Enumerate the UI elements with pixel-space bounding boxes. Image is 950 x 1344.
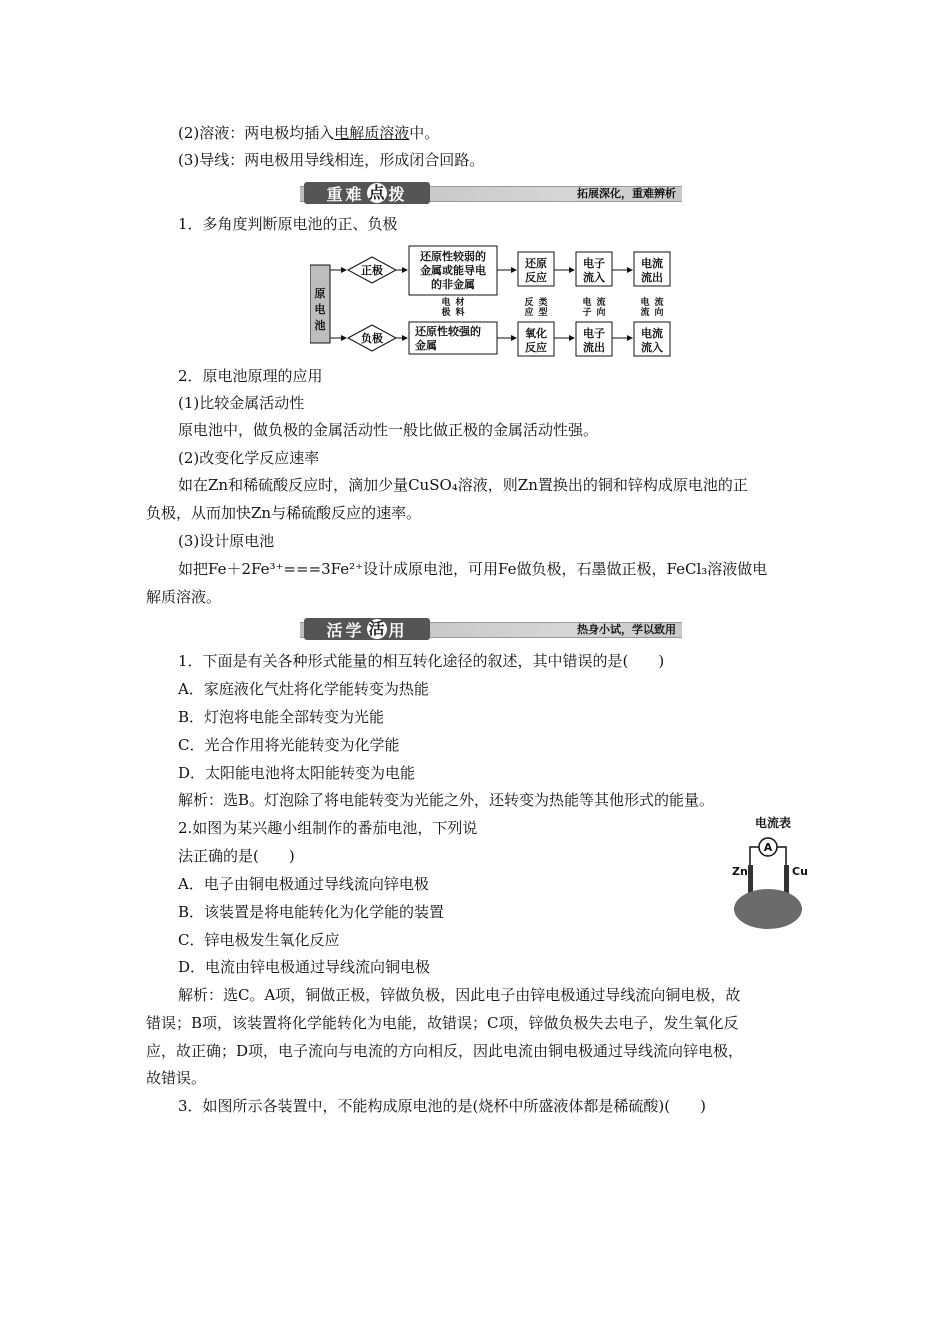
positive-electron-text: 流入 — [583, 271, 605, 284]
option-b: B．该装置是将电能转化为化学能的装置 — [178, 903, 445, 921]
category-label: 电 — [582, 298, 592, 308]
negative-current-text: 电流 — [641, 327, 663, 340]
question-stem: 2.如图为某兴趣小组制作的番茄电池，下列说 — [178, 819, 478, 837]
category-label: 流 — [654, 298, 664, 308]
positive-electron-text: 电子 — [583, 257, 605, 270]
text-line: 原电池中，做负极的金属活动性一般比做正极的金属活动性强。 — [178, 421, 599, 439]
text-line: 1．多角度判断原电池的正、负极 — [178, 215, 398, 233]
tomato-battery-figure — [728, 815, 818, 935]
text-line: (2)改变化学反应速率 — [178, 449, 320, 467]
option-d: D．太阳能电池将太阳能转变为电能 — [178, 764, 416, 782]
negative-electron-text: 流出 — [583, 341, 605, 354]
option-c: C．锌电极发生氧化反应 — [178, 931, 340, 949]
answer-explanation: 解析：选C。A项，铜做正极，锌做负极，因此电子由锌电极通过导线流向铜电极，故 — [178, 986, 741, 1004]
positive-electrode-label: 正极 — [361, 264, 383, 277]
text-line: (2)溶液：两电极均插入电解质溶液中。 — [178, 124, 440, 142]
text-line: 负极，从而加快Zn与稀硫酸反应的速率。 — [146, 504, 422, 522]
svg-text:电流表: 电流表 — [754, 816, 792, 830]
category-label: 向 — [654, 308, 664, 318]
option-a: A．电子由铜电极通过导线流向锌电极 — [178, 875, 429, 893]
text-line: 如在Zn和稀硫酸反应时，滴加少量CuSO₄溶液，则Zn置换出的铜和锌构成原电池的正 — [178, 476, 748, 494]
positive-reaction-text: 还原 — [525, 257, 547, 270]
text-line: (3)导线：两电极用导线相连，形成闭合回路。 — [178, 151, 485, 169]
category-label: 类 — [538, 298, 548, 308]
text-line: (3)设计原电池 — [178, 532, 275, 550]
svg-text:A: A — [763, 841, 773, 854]
text-line: 2．原电池原理的应用 — [178, 367, 323, 385]
category-label: 电 — [441, 298, 451, 308]
answer-explanation: 错误；B项，该装置将化学能转化为电能，故错误；C项，锌做负极失去电子，发生氧化反 — [146, 1014, 739, 1032]
svg-text:Cu: Cu — [792, 865, 808, 878]
answer-explanation: 故错误。 — [146, 1069, 207, 1087]
diagram-root-label: 电 — [314, 303, 326, 316]
question-stem: 法正确的是( ) — [178, 847, 295, 865]
negative-electron-text: 电子 — [583, 327, 605, 340]
positive-material-text: 还原性较弱的 — [420, 250, 486, 263]
negative-electrode-label: 负极 — [361, 332, 383, 345]
category-label: 极 — [441, 308, 451, 318]
option-a: A．家庭液化气灶将化学能转变为热能 — [178, 680, 429, 698]
category-label: 流 — [596, 298, 606, 308]
positive-current-text: 电流 — [641, 257, 663, 270]
diagram-root-label: 原 — [314, 287, 326, 300]
category-label: 电 — [640, 298, 650, 308]
positive-material-text: 金属或能导电 — [420, 264, 486, 277]
category-label: 料 — [455, 308, 465, 318]
positive-reaction-text: 反应 — [525, 271, 547, 284]
text-line: (1)比较金属活动性 — [178, 394, 305, 412]
positive-material-text: 的非金属 — [431, 278, 475, 291]
option-d: D．电流由锌电极通过导线流向铜电极 — [178, 958, 431, 976]
negative-reaction-text: 反应 — [525, 341, 547, 354]
svg-text:Zn: Zn — [732, 865, 748, 878]
tomato-shape — [734, 889, 802, 929]
section-banner-practice: 活学 活 用 热身小试，学以致用 — [300, 618, 682, 640]
negative-material-text: 金属 — [415, 339, 437, 352]
negative-reaction-text: 氧化 — [525, 327, 547, 340]
section-banner-key-points: 重难 点 拨 拓展深化，重难辨析 — [300, 182, 682, 204]
diagram-root-label: 池 — [314, 319, 326, 332]
negative-material-text: 还原性较强的 — [415, 325, 481, 338]
category-label: 向 — [596, 308, 606, 318]
electrode-flow-diagram — [310, 240, 680, 360]
category-label: 材 — [455, 298, 465, 308]
category-label: 反 — [524, 298, 534, 308]
answer-explanation: 应，故正确；D项，电子流向与电流的方向相反，因此电流由铜电极通过导线流向锌电极， — [146, 1042, 744, 1060]
positive-current-text: 流出 — [641, 271, 663, 284]
question-stem: 1．下面是有关各种形式能量的相互转化途径的叙述，其中错误的是( ) — [178, 652, 665, 670]
category-label: 型 — [538, 308, 548, 318]
negative-current-text: 流入 — [641, 341, 663, 354]
category-label: 应 — [524, 308, 534, 318]
option-b: B．灯泡将电能全部转变为光能 — [178, 708, 385, 726]
text-line: 如把Fe＋2Fe³⁺===3Fe²⁺设计成原电池，可用Fe做负极，石墨做正极，FeCl₃溶液做电 — [178, 560, 768, 578]
answer-explanation: 解析：选B。灯泡除了将电能转变为光能之外，还转变为热能等其他形式的能量。 — [178, 791, 715, 809]
text-line: 解质溶液。 — [146, 588, 222, 606]
option-c: C．光合作用将光能转变为化学能 — [178, 736, 400, 754]
category-label: 流 — [640, 308, 650, 318]
category-label: 子 — [582, 308, 592, 318]
question-stem: 3．如图所示各装置中，不能构成原电池的是(烧杯中所盛液体都是稀硫酸)( ) — [178, 1097, 706, 1115]
